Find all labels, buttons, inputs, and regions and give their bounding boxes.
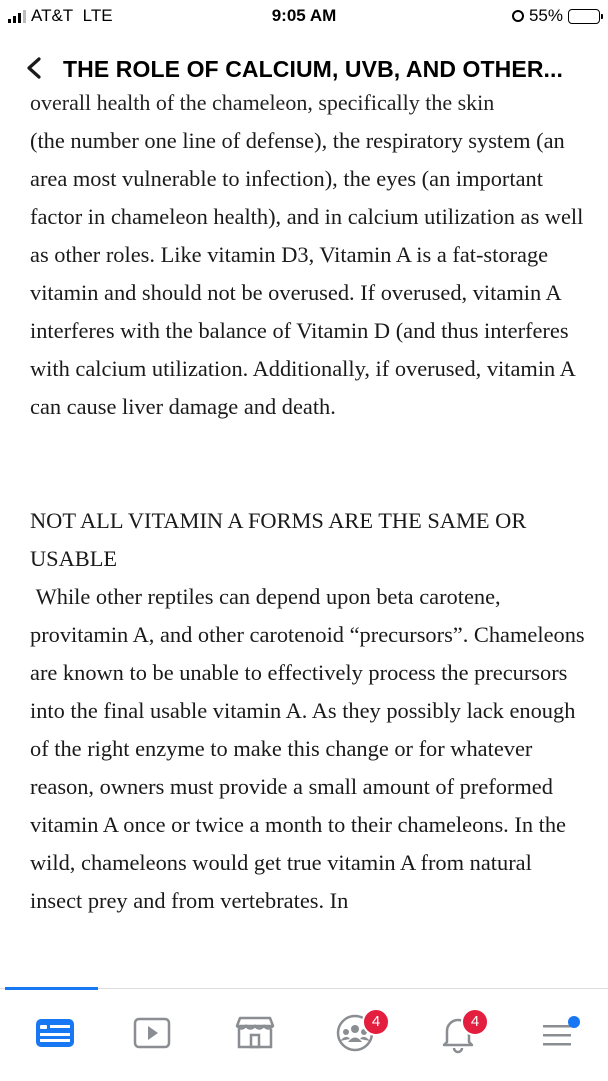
paragraph-gap [30, 426, 585, 502]
battery-icon [568, 9, 600, 24]
article-paragraph-2: While other reptiles can depend upon beta carotene, provitamin A, and other carotenoid “precursors”. Chameleons are known to be unable to effectively process the precursors into the final usable vitamin A. As they possibly lack enough of the right enzyme to make this change or for whatever reason, owners must provide a small amount of preformed vitamin A once or twice a month to their chameleons. In the wild, chameleons would get true vitamin A from natural insect prey and from vertebrates. In [30, 584, 591, 913]
notifications-badge: 4 [461, 1008, 489, 1036]
article-text [30, 122, 591, 920]
status-right [512, 6, 600, 26]
page-title: THE ROLE OF CALCIUM, UVB, AND OTHER... [63, 56, 563, 82]
tab-marketplace[interactable] [225, 1001, 285, 1061]
battery-percent: 55% [528, 6, 563, 25]
watch-video-icon [122, 1001, 182, 1061]
clock: 9:05 AM [271, 6, 337, 25]
carrier-name: AT&T [31, 6, 74, 25]
clipped-text-line [30, 90, 570, 115]
tab-notifications[interactable] [428, 1001, 488, 1061]
tab-news-feed[interactable] [25, 1001, 85, 1061]
status-bar [0, 0, 608, 34]
active-tab-indicator [5, 987, 98, 990]
news-feed-icon [25, 1001, 85, 1061]
tab-menu[interactable] [528, 1001, 588, 1061]
article-paragraph: (the number one line of defense), the respiratory system (an area most vulnerable to infection), the eyes (an important factor in chameleon health), and in calcium utilization as well as other roles. Like vitamin D3, Vitamin A is a fat-storage vitamin and should not be overused. If overused, vitamin A interferes with the balance of Vitamin D (and thus interferes with calcium utilization. Additionally, if overused, vitamin A can cause liver damage and death. [30, 128, 584, 419]
article-body[interactable] [0, 90, 608, 988]
marketplace-icon [225, 1001, 285, 1061]
menu-notification-dot [568, 1016, 580, 1028]
menu-icon [528, 1001, 588, 1061]
bottom-tab-bar [0, 988, 608, 1081]
section-heading: NOT ALL VITAMIN A FORMS ARE THE SAME OR USABLE [30, 508, 527, 571]
tab-watch[interactable] [122, 1001, 182, 1061]
back-arrow-icon[interactable] [20, 50, 50, 86]
alarm-icon [512, 10, 524, 22]
network-type: LTE [82, 6, 113, 25]
clipped-top-line: overall health of the chameleon, specifically the skin [30, 90, 495, 115]
tab-groups[interactable] [325, 1001, 385, 1061]
groups-badge: 4 [362, 1008, 390, 1036]
